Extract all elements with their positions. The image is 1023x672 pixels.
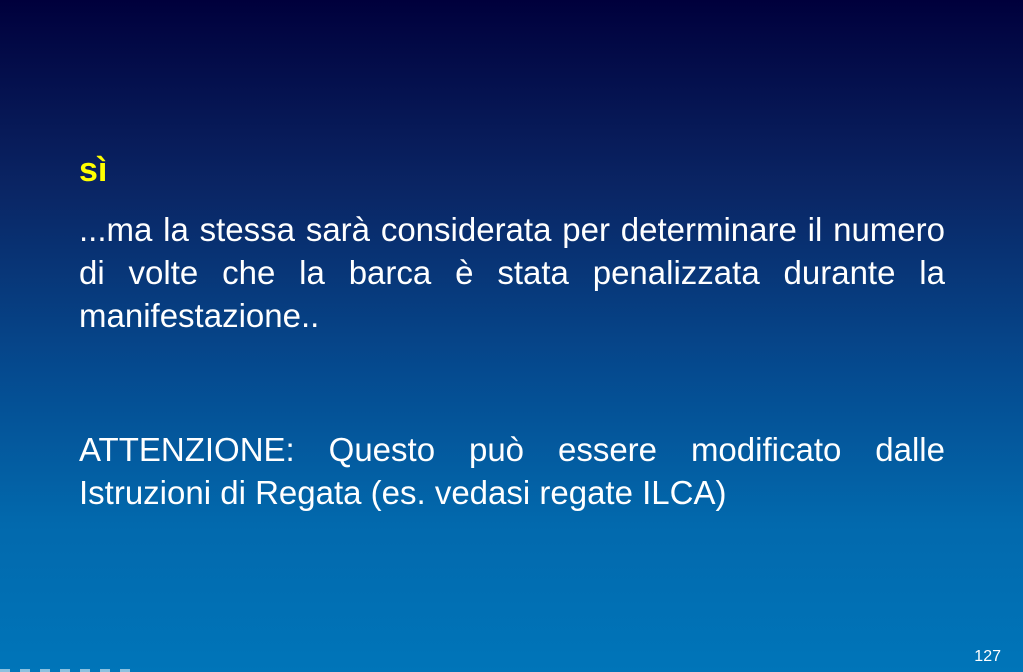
slide-content (79, 150, 945, 514)
paragraph-attention-note: ATTENZIONE: Questo può essere modificato dalle Istruzioni di Regata (es. vedasi regate ILCA) (79, 431, 945, 511)
paragraph-penalty-count: ...ma la stessa sarà considerata per determinare il numero di volte che la barca è stata penalizzata durante la manifestazione.. (79, 211, 945, 334)
page-number: 127 (974, 648, 1001, 665)
slide-heading: sì (79, 151, 108, 189)
